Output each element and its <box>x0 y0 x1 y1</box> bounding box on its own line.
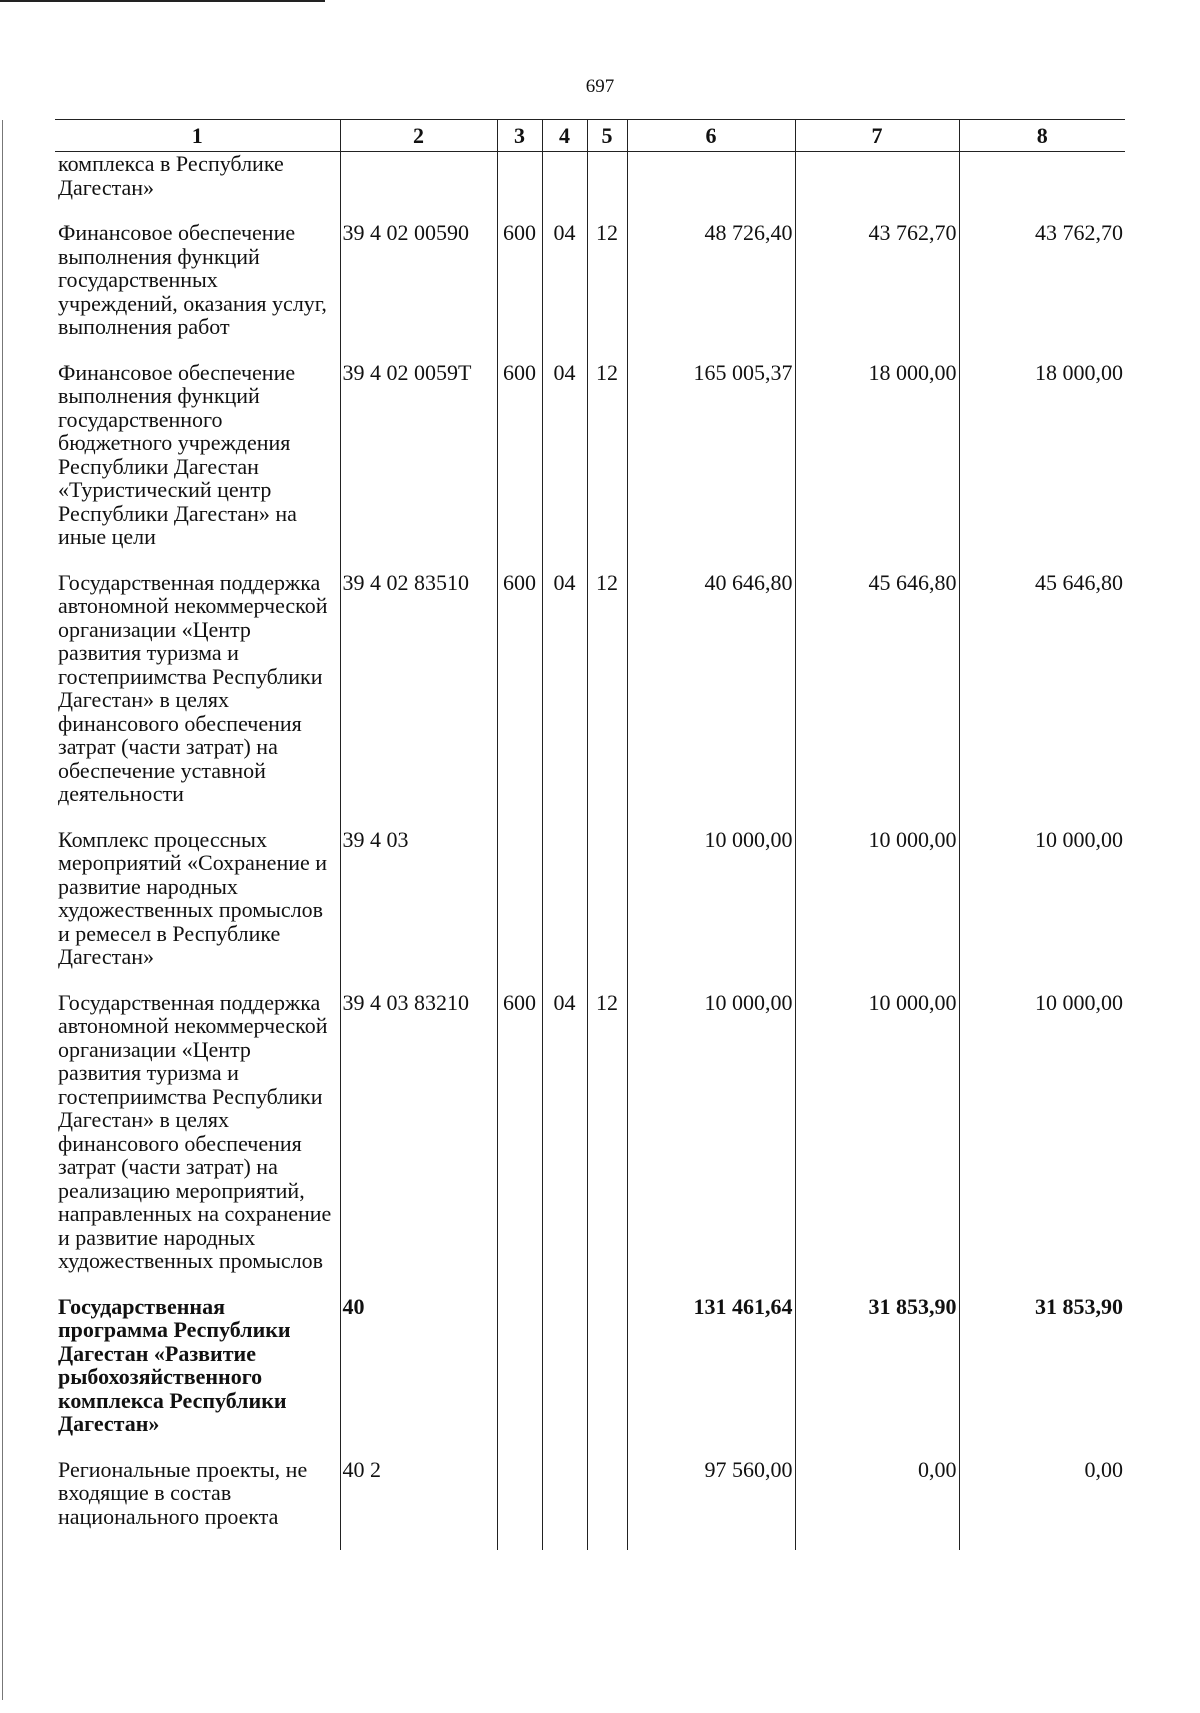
amount-col-6: 97 560,00 <box>627 1458 795 1551</box>
amount-col-7: 10 000,00 <box>795 828 959 991</box>
amount-col-7: 18 000,00 <box>795 361 959 571</box>
amount-col-8: 10 000,00 <box>959 828 1125 991</box>
expense-type-code: 600 <box>497 571 542 828</box>
table-row <box>55 152 1125 222</box>
expense-type-code <box>497 1295 542 1458</box>
budget-table <box>55 119 1125 1550</box>
row-name: Финансовое обеспечение выполнения функций государственного бюджетного учреждения Республики Дагестан «Туристический центр Республики Дагестан» на иные цели <box>58 359 297 549</box>
section-code <box>542 828 587 991</box>
subsection-code: 12 <box>587 221 627 361</box>
scan-edge-line <box>2 120 3 1700</box>
budget-code: 39 4 03 83210 <box>340 991 497 1295</box>
row-name: комплекса в Республике Дагестан» <box>58 151 284 200</box>
expense-type-code <box>497 1458 542 1551</box>
subsection-code <box>587 152 627 222</box>
table-row <box>55 1295 1125 1458</box>
column-header: 5 <box>587 120 627 152</box>
row-name: Государственная поддержка автономной некоммерческой организации «Центр развития туризма и гостеприимства Республики Дагестан» в целях финансового обеспечения затрат (части затрат) на обеспечение уставной деятельности <box>58 569 328 806</box>
amount-col-6: 10 000,00 <box>627 828 795 991</box>
amount-col-8: 18 000,00 <box>959 361 1125 571</box>
budget-code: 39 4 02 0059T <box>340 361 497 571</box>
subsection-code: 12 <box>587 991 627 1295</box>
amount-col-6: 165 005,37 <box>627 361 795 571</box>
section-code <box>542 1458 587 1551</box>
row-name: Финансовое обеспечение выполнения функций государственных учреждений, оказания услуг, выполнения работ <box>58 220 327 339</box>
amount-col-7: 10 000,00 <box>795 991 959 1295</box>
column-header: 4 <box>542 120 587 152</box>
column-header: 7 <box>795 120 959 152</box>
table-row <box>55 361 1125 571</box>
amount-col-6 <box>627 152 795 222</box>
section-code: 04 <box>542 361 587 571</box>
amount-col-6: 10 000,00 <box>627 991 795 1295</box>
amount-col-8: 45 646,80 <box>959 571 1125 828</box>
subsection-code: 12 <box>587 361 627 571</box>
budget-code: 39 4 02 00590 <box>340 221 497 361</box>
expense-type-code: 600 <box>497 221 542 361</box>
amount-col-8 <box>959 152 1125 222</box>
row-name: Комплекс процессных мероприятий «Сохранение и развитие народных художественных промыслов и ремесел в Республике Дагестан» <box>58 826 328 969</box>
section-code: 04 <box>542 221 587 361</box>
subsection-code: 12 <box>587 571 627 828</box>
budget-code: 39 4 03 <box>340 828 497 991</box>
budget-code: 39 4 02 83510 <box>340 571 497 828</box>
expense-type-code: 600 <box>497 361 542 571</box>
subsection-code <box>587 1458 627 1551</box>
section-code: 04 <box>542 571 587 828</box>
column-header: 2 <box>340 120 497 152</box>
row-name: Государственная программа Республики Дагестан «Развитие рыбохозяйственного комплекса Республики Дагестан» <box>58 1293 291 1436</box>
amount-col-8: 0,00 <box>959 1458 1125 1551</box>
amount-col-8: 10 000,00 <box>959 991 1125 1295</box>
column-header: 6 <box>627 120 795 152</box>
expense-type-code <box>497 828 542 991</box>
amount-col-7: 0,00 <box>795 1458 959 1551</box>
table-row <box>55 221 1125 361</box>
subsection-code <box>587 828 627 991</box>
page-number: 697 <box>585 76 615 97</box>
column-header: 1 <box>55 120 340 152</box>
section-code <box>542 152 587 222</box>
column-header: 3 <box>497 120 542 152</box>
amount-col-7: 31 853,90 <box>795 1295 959 1458</box>
expense-type-code: 600 <box>497 991 542 1295</box>
amount-col-6: 40 646,80 <box>627 571 795 828</box>
budget-code: 40 <box>340 1295 497 1458</box>
budget-code: 40 2 <box>340 1458 497 1551</box>
section-code <box>542 1295 587 1458</box>
table-row <box>55 571 1125 828</box>
expense-type-code <box>497 152 542 222</box>
table-row <box>55 1458 1125 1551</box>
amount-col-7: 43 762,70 <box>795 221 959 361</box>
row-name: Региональные проекты, не входящие в состав национального проекта <box>58 1456 308 1529</box>
table-row <box>55 991 1125 1295</box>
column-header: 8 <box>959 120 1125 152</box>
amount-col-6: 48 726,40 <box>627 221 795 361</box>
section-code: 04 <box>542 991 587 1295</box>
amount-col-7 <box>795 152 959 222</box>
table-header-row <box>55 120 1125 152</box>
scan-edge-line <box>0 0 325 2</box>
table-row <box>55 828 1125 991</box>
amount-col-7: 45 646,80 <box>795 571 959 828</box>
budget-code <box>340 152 497 222</box>
amount-col-8: 31 853,90 <box>959 1295 1125 1458</box>
subsection-code <box>587 1295 627 1458</box>
amount-col-8: 43 762,70 <box>959 221 1125 361</box>
row-name: Государственная поддержка автономной некоммерческой организации «Центр развития туризма и гостеприимства Республики Дагестан» в целях финансового обеспечения затрат (части затрат) на реализацию мероприятий, направленных на сохранение и развитие народных художественных промыслов <box>58 989 332 1273</box>
amount-col-6: 131 461,64 <box>627 1295 795 1458</box>
